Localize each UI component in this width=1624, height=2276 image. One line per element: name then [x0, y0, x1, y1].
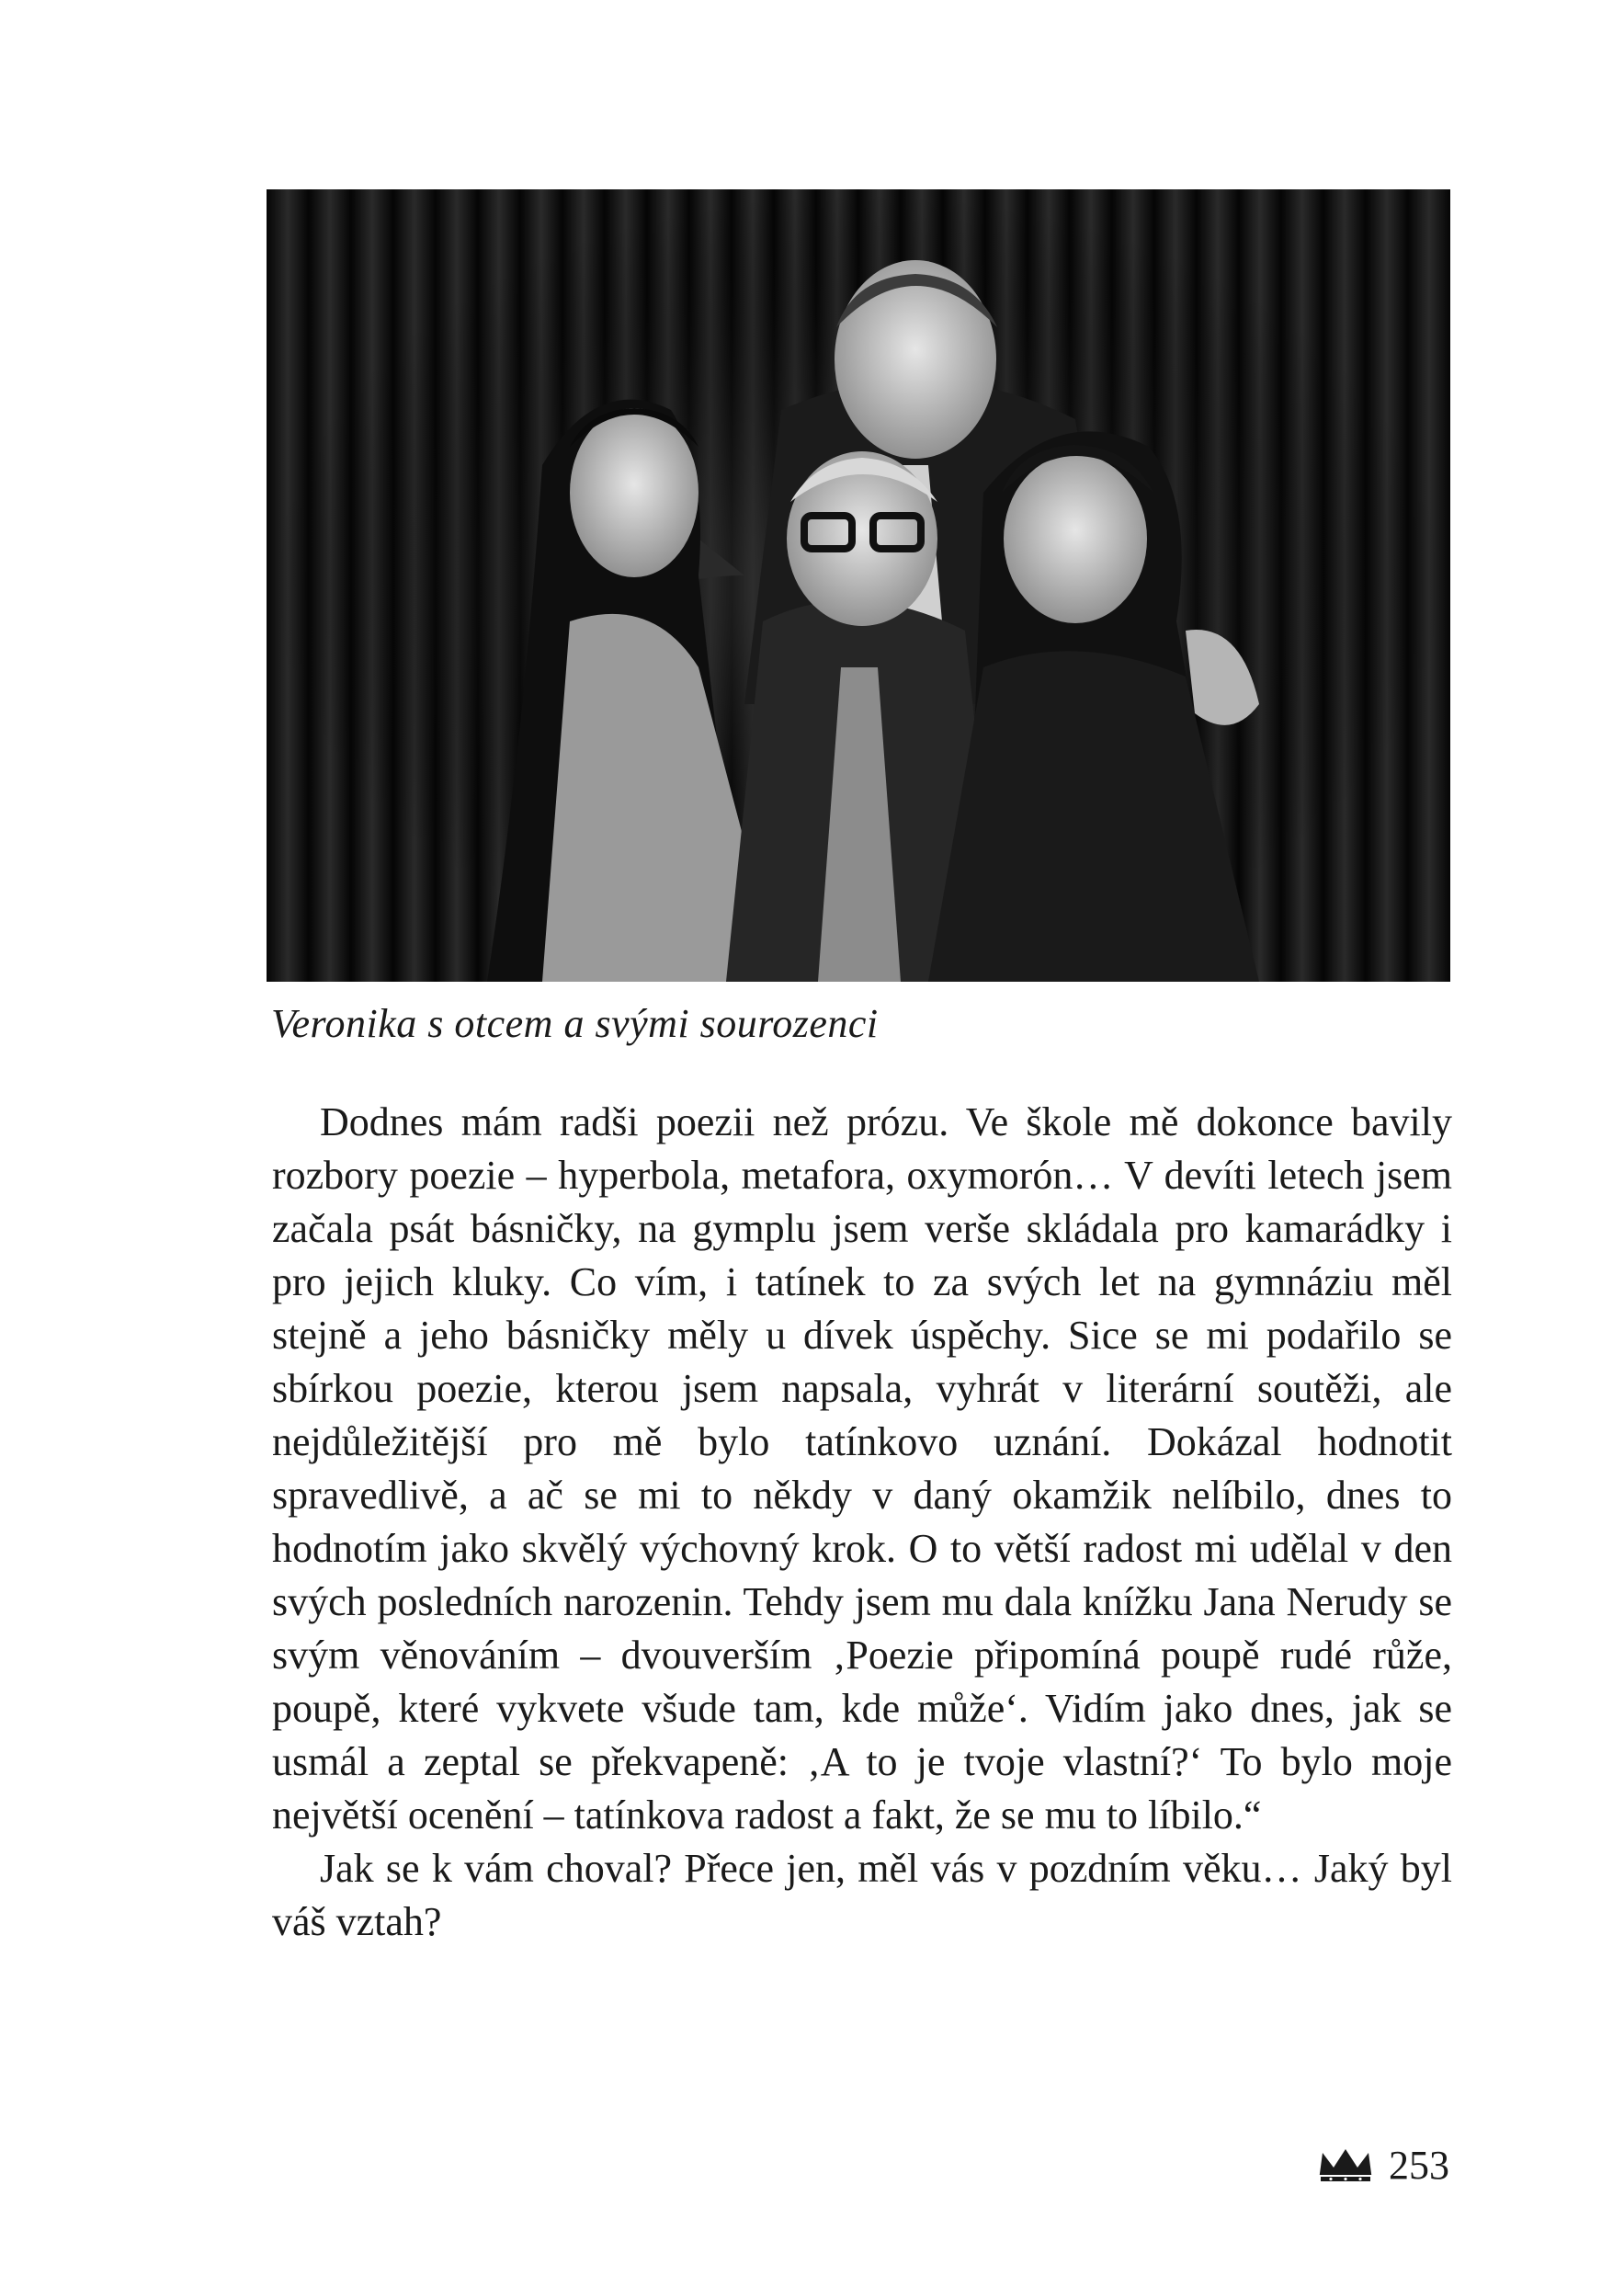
photo-image	[267, 189, 1450, 982]
crown-icon	[1317, 2147, 1374, 2184]
family-photo	[267, 189, 1450, 982]
photo-caption: Veronika s otcem a svými sourozenci	[271, 1001, 879, 1046]
page-footer	[1317, 2142, 1449, 2189]
paragraph: Jak se k vám choval? Přece jen, měl vás v pozdním věku… Jaký byl váš vztah?	[272, 1846, 1452, 1944]
body-text	[272, 1096, 1452, 1949]
page-number: 253	[1389, 2143, 1449, 2188]
paragraph: Dodnes mám radši poezii než prózu. Ve škole mě dokonce bavily rozbory poezie – hyperbola, metafora, oxymorón… V devíti letech jsem začala psát básničky, na gymplu jsem verše skládala pro kamarádky i pro jejich kluky. Co vím, i tatínek to za svých let na gymnáziu měl stejně a jeho básničky měly u dívek úspěchy. Sice se mi podařilo se sbírkou poezie, kterou jsem napsala, vyhrát v literární soutěži, ale nejdůležitější pro mě bylo tatínkovo uznání. Dokázal hodnotit spravedlivě, a ač se mi to někdy v daný okamžik nelíbilo, dnes to hodnotím jako skvělý výchovný krok. O to větší radost mi udělal v den svých posledních narozenin. Tehdy jsem mu dala knížku Jana Nerudy se svým věnováním – dvouverším ‚Poezie připomíná poupě rudé růže, poupě, které vykvete všude tam, kde může‘. Vidím jako dnes, jak se usmál a zeptal se překvapeně: ‚A to je tvoje vlastní?‘ To bylo moje největší ocenění – tatínkova radost a fakt, že se mu to líbilo.“	[272, 1099, 1452, 1838]
